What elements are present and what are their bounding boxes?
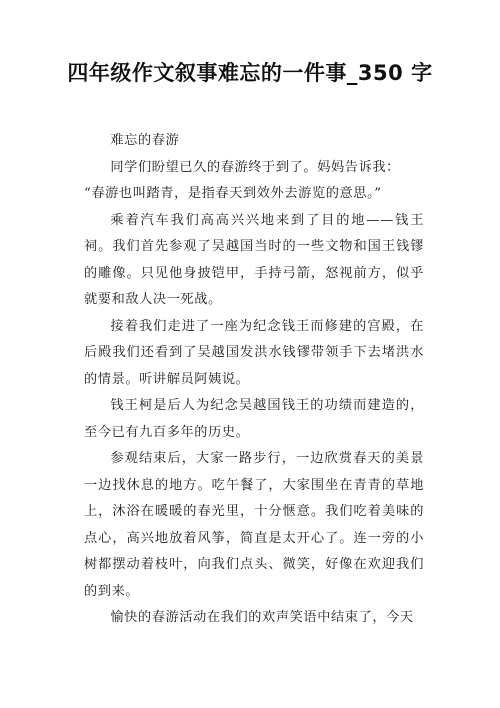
document-body [84,128,424,632]
paragraph-quote: “春游也叫踏青，是指春天到效外去游览的意思。” [84,186,382,201]
document-title: 四年级作文叙事难忘的一件事_350 字 [67,61,433,85]
paragraph: 同学们盼望已久的春游终于到了。妈妈告诉我： [110,159,400,175]
paragraph: 参观结束后，大家一路步行，一边欣赏春天的美景一边找休息的地方。吃午餐了，大家围坐在青青的草地上，沐浴在暖暖的春光里，十分惬意。我们吃着美味的点心，高兴地放着风筝，简直是太开心了。连一旁的小树都摆动着枝叶，向我们点头、微笑，好像在欢迎我们的到来。 [84,451,424,599]
paragraph: 乘着汽车我们高高兴兴地来到了目的地——钱王祠。我们首先参观了吴越国当时的一些文物和国王钱镠的雕像。只见他身披铠甲，手持弓箭，怒视前方，似乎就要和敌人决一死战。 [84,212,424,307]
paragraph: 钱王柯是后人为纪念吴越国钱王的功绩而建造的，至今已有九百多年的历史。 [84,398,424,440]
essay-heading: 难忘的春游 [110,133,180,148]
paragraph: 接着我们走进了一座为纪念钱王而修建的宫殿，在后殿我们还看到了吴越国发洪水钱镠带领手下去堵洪水的情景。听讲解员阿姨说。 [84,318,424,387]
paragraph: 愉快的春游活动在我们的欢声笑语中结束了，今天 [110,610,414,625]
